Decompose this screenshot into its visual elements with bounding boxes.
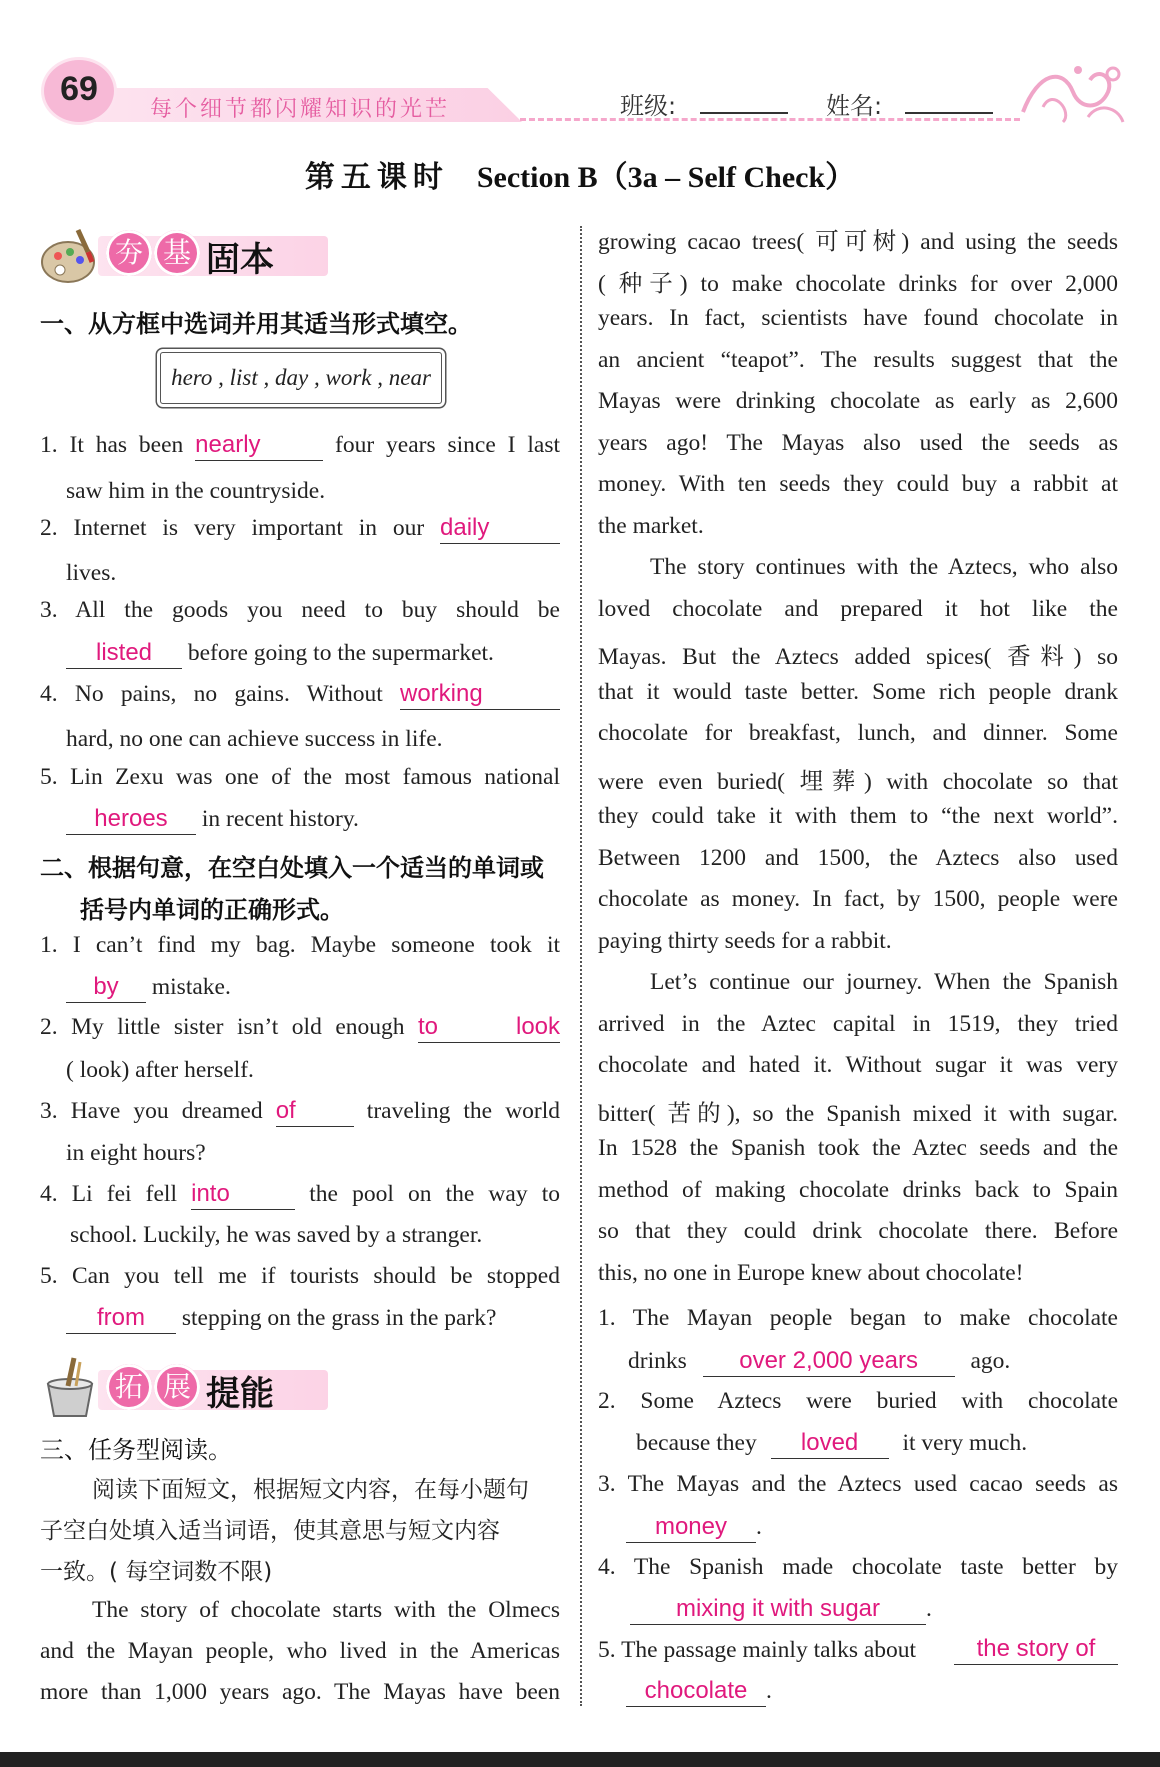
part2-q1 xyxy=(40,932,560,959)
q-text: in recent history. xyxy=(201,806,359,832)
answer-field[interactable]: money xyxy=(626,1512,756,1543)
part2-q4-cont: school. Luckily, he was saved by a stranger. xyxy=(70,1222,483,1248)
q-text: mistake. xyxy=(151,974,231,1000)
part2-q2-cont: ( look) after herself. xyxy=(66,1057,254,1083)
reading-q1-cont xyxy=(628,1346,1010,1377)
answer-field[interactable]: from xyxy=(66,1303,176,1334)
reading-q4-cont xyxy=(630,1594,932,1625)
part1-q2-cont: lives. xyxy=(66,560,117,586)
part1-q4-cont: hard, no one can achieve success in life. xyxy=(66,726,443,752)
section-title: 固本 xyxy=(206,240,274,280)
passage-line: and the Mayan people, who lived in the Americas xyxy=(40,1638,560,1664)
lesson-title-en: Section B（3a – Self Check） xyxy=(476,161,856,194)
class-field[interactable] xyxy=(700,112,788,114)
passage-line: years ago! The Mayas also used the seeds as xyxy=(598,429,1118,456)
instr-line: 子空白处填入适当词语，使其意思与短文内容 xyxy=(40,1518,500,1544)
q-text: 5. The passage mainly talks about xyxy=(598,1637,917,1663)
passage-line: In 1528 the Spanish took the Aztec seeds and the xyxy=(598,1135,1118,1161)
passage-line: that it would taste better. Some rich people drank xyxy=(598,678,1118,705)
passage-line: paying thirty seeds for a rabbit. xyxy=(598,927,892,954)
passage-line: The story of chocolate starts with the Olmecs xyxy=(92,1597,560,1623)
reading-q5-answer-1 xyxy=(954,1634,1118,1665)
answer-field[interactable]: mixing it with sugar xyxy=(630,1594,926,1625)
passage-line: ( 种子) to make chocolate drinks for over 2,000 xyxy=(598,270,1118,297)
floral-ornament-icon xyxy=(1018,52,1128,132)
passage-line: they could take it with them to “the next world”. xyxy=(598,803,1118,829)
part3-heading: 三、任务型阅读。 xyxy=(40,1436,232,1464)
answer-field[interactable]: loved xyxy=(771,1428,889,1459)
section-extension-header xyxy=(38,1356,338,1416)
lesson-title xyxy=(0,152,1160,196)
reading-q5-cont xyxy=(626,1676,772,1707)
lesson-title-cn: 第五课时 xyxy=(304,160,449,195)
paint-palette-icon xyxy=(38,222,102,286)
header-dashed-divider xyxy=(520,118,1020,121)
answer-field[interactable]: the story of xyxy=(954,1634,1118,1665)
class-label: 班级: xyxy=(620,92,677,120)
column-divider xyxy=(580,226,582,1706)
q-text: . xyxy=(756,1514,762,1540)
instr-line: 阅读下面短文，根据短文内容，在每小题句 xyxy=(92,1477,529,1503)
part2-q5 xyxy=(40,1263,560,1290)
passage-line: more than 1,000 years ago. The Mayas have been xyxy=(40,1679,560,1705)
name-field[interactable] xyxy=(905,112,993,114)
q-text: 4. Li fei fell xyxy=(40,1181,177,1207)
q-text: 5. Lin Zexu was one of the most famous national xyxy=(40,764,560,790)
part2-q4 xyxy=(40,1179,560,1210)
q-text: traveling the world xyxy=(366,1098,561,1124)
passage-line: the market. xyxy=(598,512,704,539)
passage-line: growing cacao trees( 可可树) and using the seeds xyxy=(598,229,1118,255)
reading-q1 xyxy=(598,1305,1118,1332)
bottom-edge-bar xyxy=(0,1752,1160,1767)
q-text: four years since I last xyxy=(335,432,560,458)
q-text: 3. The Mayas and the Aztecs used cacao seeds as xyxy=(598,1471,1118,1497)
q-text: 2. Some Aztecs were buried with chocolate xyxy=(598,1388,1118,1414)
part1-q3-cont xyxy=(66,638,494,669)
q-text: drinks xyxy=(628,1348,687,1374)
paint-bucket-icon xyxy=(38,1356,102,1420)
answer-field[interactable]: chocolate xyxy=(626,1676,766,1707)
q-text: 2. Internet is very important in our xyxy=(40,515,425,541)
part2-heading-2: 括号内单词的正确形式。 xyxy=(80,896,344,924)
reading-q2-cont xyxy=(636,1428,1027,1459)
q-text: . xyxy=(926,1596,932,1622)
badge-char-2: 展 xyxy=(154,1364,200,1410)
passage-line: an ancient “teapot”. The results suggest that the xyxy=(598,346,1118,373)
passage-line: Between 1200 and 1500, the Aztecs also used xyxy=(598,844,1118,871)
q-text: ago. xyxy=(970,1348,1011,1374)
passage-line: years. In fact, scientists have found chocolate in xyxy=(598,305,1118,331)
q-text: 5. Can you tell me if tourists should be stopped xyxy=(40,1263,560,1289)
q-text: 1. The Mayan people began to make chocolate xyxy=(598,1305,1118,1331)
passage-line: chocolate for breakfast, lunch, and dinner. Some xyxy=(598,720,1118,746)
q-text: stepping on the grass in the park? xyxy=(181,1305,497,1331)
part1-heading: 一、从方框中选词并用其适当形式填空。 xyxy=(40,310,472,338)
badge-char-1: 夯 xyxy=(106,230,152,276)
q-text: 4. No pains, no gains. Without xyxy=(40,681,383,707)
section-title: 提能 xyxy=(206,1374,274,1414)
q-text: 3. Have you dreamed xyxy=(40,1098,263,1124)
answer-field[interactable]: by xyxy=(66,972,146,1003)
answer-field[interactable]: over 2,000 years xyxy=(703,1346,955,1377)
answer-field[interactable]: nearly xyxy=(195,430,323,461)
passage-line: Mayas were drinking chocolate as early as 2,600 xyxy=(598,388,1118,414)
answer-field[interactable]: working xyxy=(400,679,560,710)
q-text: 3. All the goods you need to buy should be xyxy=(40,597,560,623)
part1-q5-cont xyxy=(66,804,359,835)
part3-instructions xyxy=(40,1470,560,1593)
word-box: hero , list , day , work , near xyxy=(160,352,442,404)
answer-field[interactable]: heroes xyxy=(66,804,196,835)
reading-q5 xyxy=(598,1637,916,1664)
part1-q5 xyxy=(40,764,560,791)
passage-line: The story continues with the Aztecs, who also xyxy=(650,554,1118,580)
passage-line: chocolate and hated it. Without sugar it was very xyxy=(598,1052,1118,1078)
q-text: . xyxy=(766,1678,772,1704)
part2-q3-cont: in eight hours? xyxy=(66,1140,206,1166)
reading-q4 xyxy=(598,1554,1118,1581)
passage-line: method of making chocolate drinks back to Spain xyxy=(598,1176,1118,1203)
passage-line: arrived in the Aztec capital in 1519, they tried xyxy=(598,1010,1118,1037)
passage-line: so that they could drink chocolate there. Before xyxy=(598,1218,1118,1244)
passage-line: loved chocolate and prepared it hot like the xyxy=(598,595,1118,622)
part1-q3 xyxy=(40,597,560,624)
passage-line: were even buried( 埋葬) with chocolate so that xyxy=(598,768,1118,795)
part2-q2 xyxy=(40,1012,560,1043)
part1-q1-cont: saw him in the countryside. xyxy=(66,478,326,504)
part1-q2 xyxy=(40,513,560,544)
reading-q2 xyxy=(598,1388,1118,1415)
part2-q5-cont xyxy=(66,1303,496,1334)
q-text: 4. The Spanish made chocolate taste better by xyxy=(598,1554,1118,1580)
page-number: 69 xyxy=(60,70,98,108)
name-label: 姓名: xyxy=(826,92,883,120)
passage-line: chocolate as money. In fact, by 1500, people were xyxy=(598,886,1118,912)
answer-field[interactable]: of xyxy=(276,1096,354,1127)
q-text: 1. It has been xyxy=(40,432,184,458)
header-slogan: 每个细节都闪耀知识的光芒 xyxy=(150,97,451,122)
answer-field[interactable]: listed xyxy=(66,638,182,669)
part1-q4 xyxy=(40,679,560,710)
answer-field[interactable]: into xyxy=(191,1179,295,1210)
q-text: 1. I can’t find my bag. Maybe someone took it xyxy=(40,932,560,958)
q-text: because they xyxy=(636,1430,757,1456)
instr-line: 一致。( 每空词数不限) xyxy=(40,1559,273,1585)
q-text: before going to the supermarket. xyxy=(187,640,494,666)
badge-char-2: 基 xyxy=(154,230,200,276)
part2-q3 xyxy=(40,1096,560,1127)
answer-field[interactable]: daily xyxy=(440,513,560,544)
page-number-badge xyxy=(44,60,114,122)
reading-q3-cont xyxy=(626,1512,762,1543)
passage-line: Let’s continue our journey. When the Spanish xyxy=(650,969,1118,995)
passage-line: bitter( 苦的), so the Spanish mixed it with sugar. xyxy=(598,1100,1118,1127)
section-basics-header xyxy=(38,222,338,282)
q-text: it very much. xyxy=(902,1430,1028,1456)
part2-q1-cont xyxy=(66,972,231,1003)
passage-line: Mayas. But the Aztecs added spices( 香料) so xyxy=(598,644,1118,670)
passage-line: money. With ten seeds they could buy a rabbit at xyxy=(598,471,1118,497)
answer-field[interactable]: to look xyxy=(418,1012,560,1043)
passage-line: this, no one in Europe knew about chocolate! xyxy=(598,1259,1024,1286)
part2-heading-1: 二、根据句意，在空白处填入一个适当的单词或 xyxy=(40,854,544,882)
q-text: the pool on the way to xyxy=(309,1181,560,1207)
part1-q1 xyxy=(40,430,560,461)
q-text: 2. My little sister isn’t old enough xyxy=(40,1014,405,1040)
badge-char-1: 拓 xyxy=(106,1364,152,1410)
reading-q3 xyxy=(598,1471,1118,1498)
